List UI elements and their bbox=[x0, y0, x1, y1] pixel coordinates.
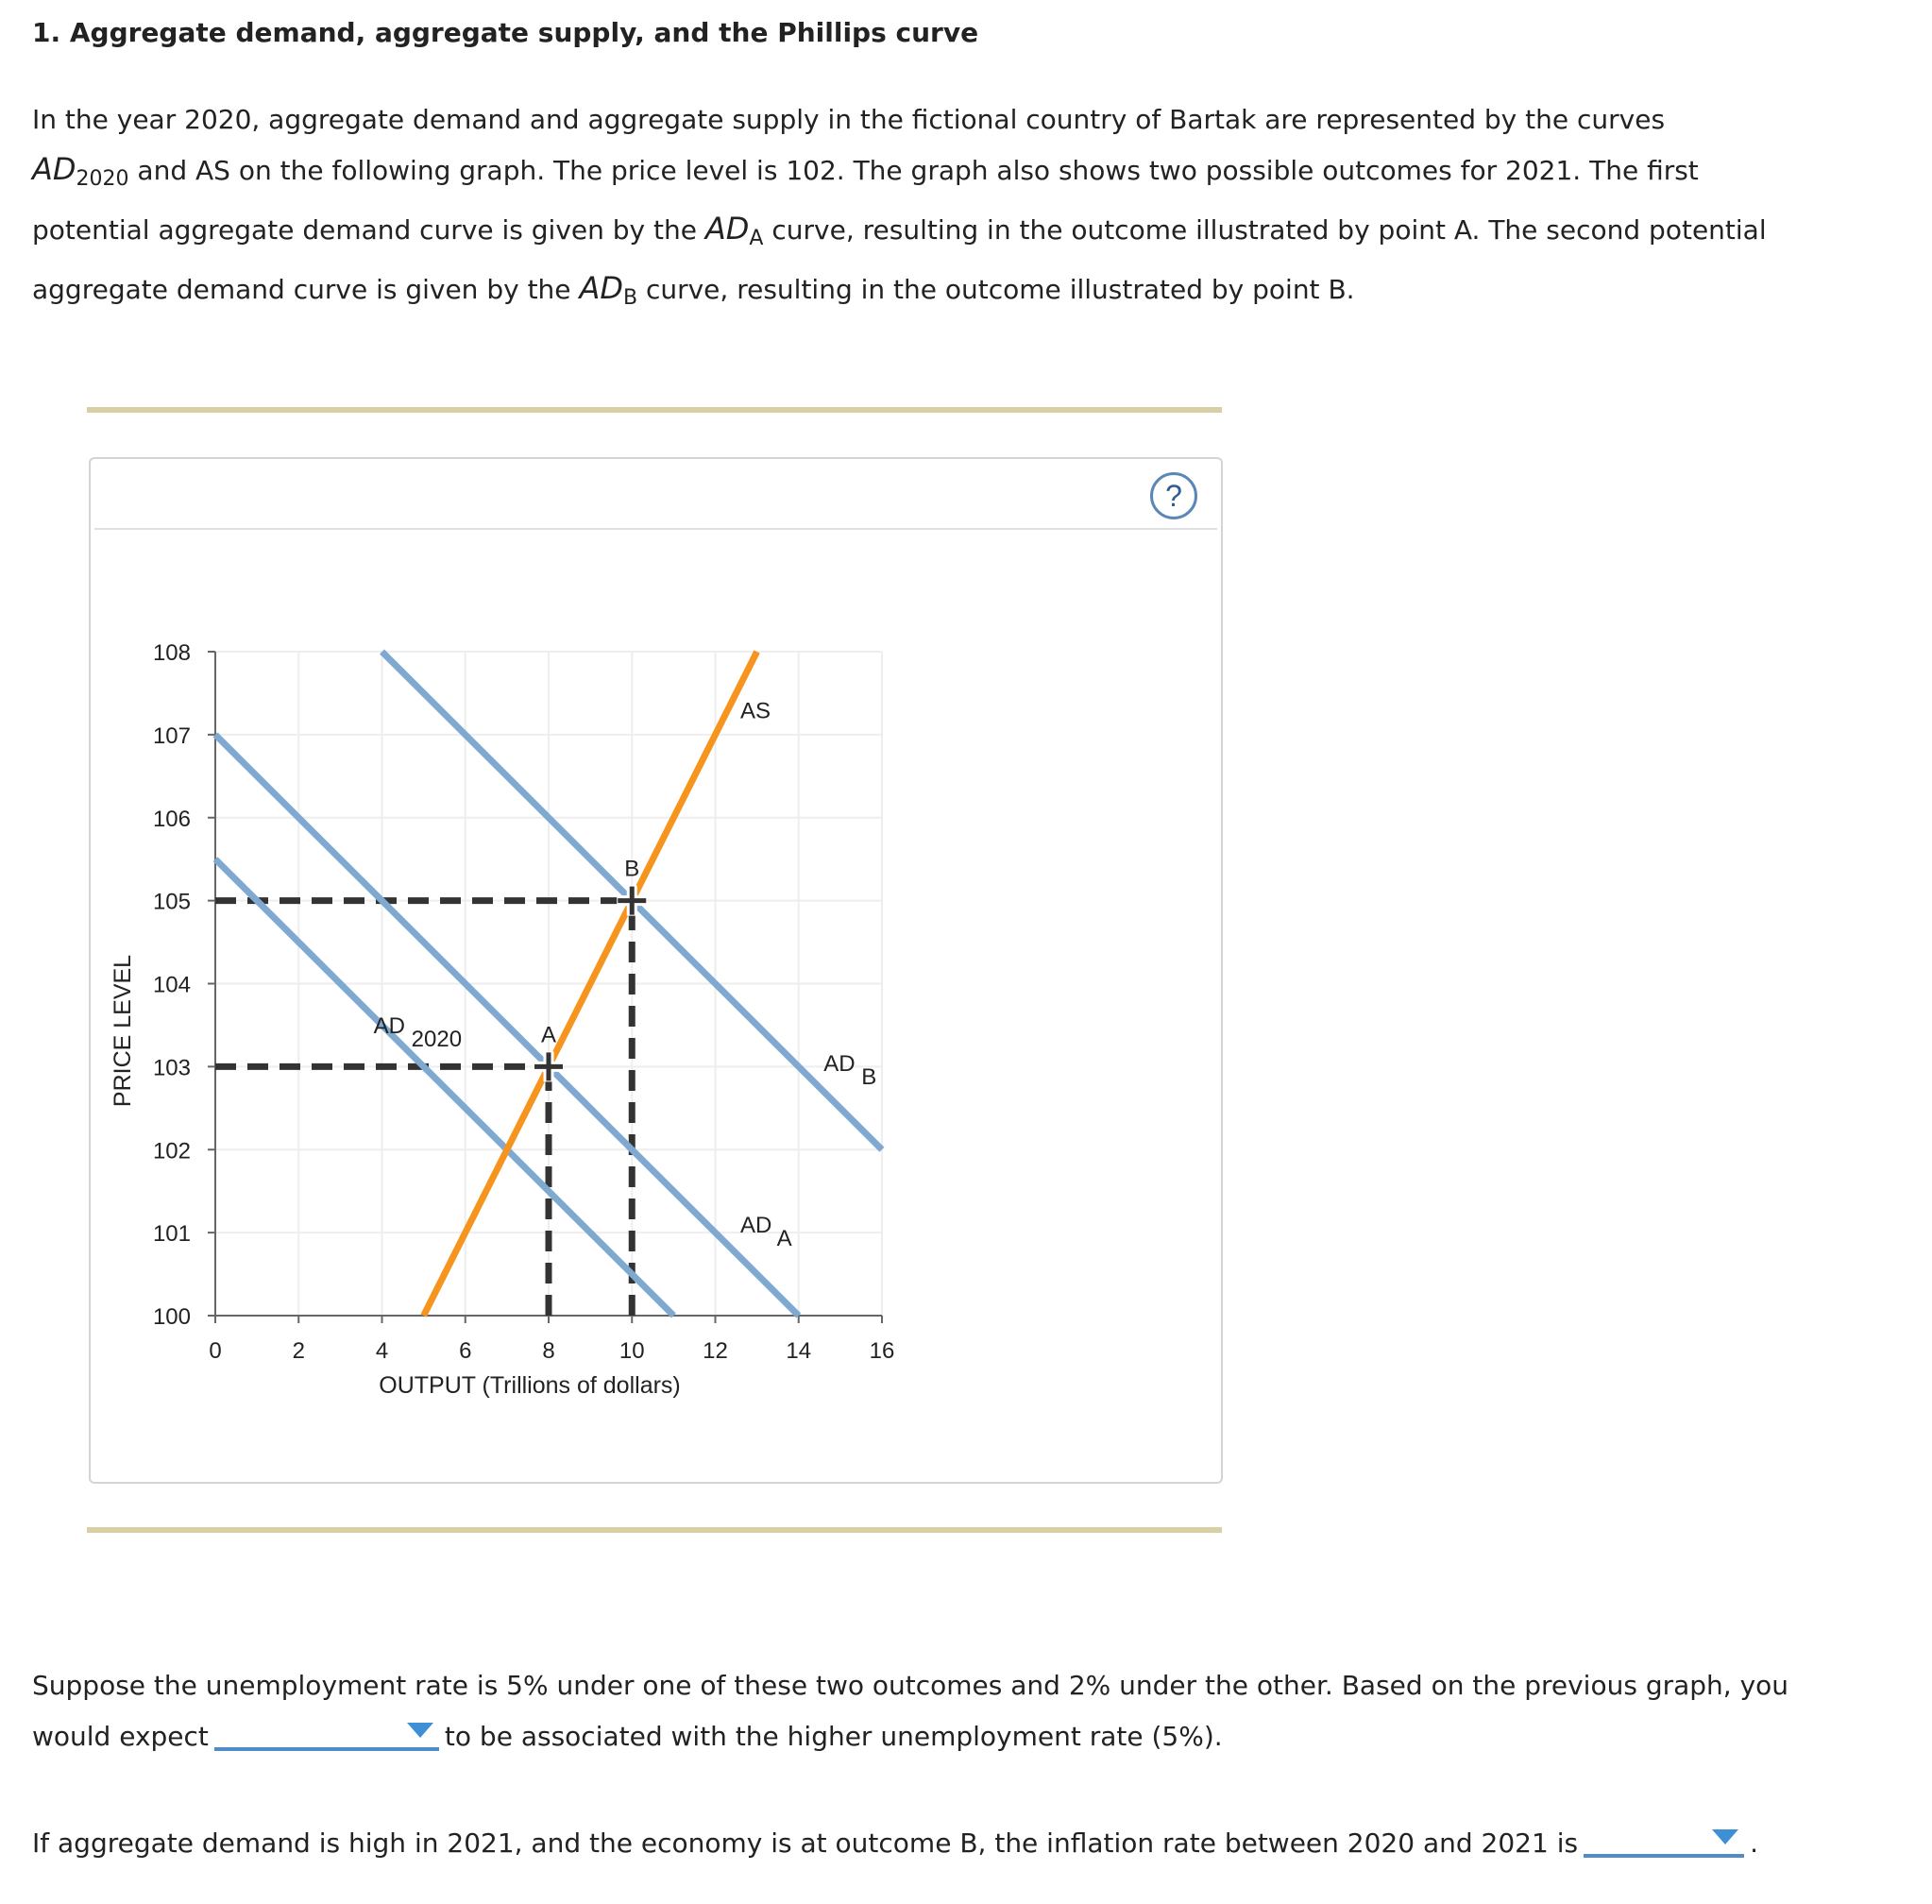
y-tick-label: 105 bbox=[152, 889, 191, 915]
question-1-line-1: Suppose the unemployment rate is 5% under one of these two outcomes and 2% under the other. Based on the previous graph, you bbox=[32, 1670, 1789, 1701]
dropdown-arrow-icon bbox=[1712, 1829, 1738, 1844]
dropdown-arrow-icon bbox=[407, 1723, 433, 1738]
point-label-a: A bbox=[540, 1022, 557, 1048]
y-tick-label: 102 bbox=[152, 1138, 191, 1164]
y-tick-label: 104 bbox=[152, 972, 191, 998]
y-tick-label: 103 bbox=[152, 1055, 191, 1081]
curve-label-text: AD bbox=[739, 1213, 772, 1239]
question-text: If aggregate demand is high in 2021, and the economy is at outcome B, the inflation rate between 2020 and 2021 is bbox=[32, 1828, 1579, 1859]
ad-subscript: A bbox=[749, 227, 764, 250]
y-tick-label: 106 bbox=[152, 806, 191, 832]
x-tick-label: 16 bbox=[869, 1338, 895, 1364]
x-tick-label: 0 bbox=[209, 1338, 222, 1364]
y-tick-label: 100 bbox=[152, 1304, 191, 1330]
bottom-divider bbox=[87, 1527, 1222, 1533]
inflation-dropdown[interactable] bbox=[1584, 1826, 1744, 1858]
curve-ada bbox=[215, 735, 799, 1316]
x-tick-label: 8 bbox=[542, 1338, 555, 1364]
curve-label-subscript: B bbox=[855, 1063, 877, 1090]
question-text: to be associated with the higher unemployment rate (5%). bbox=[444, 1721, 1223, 1752]
curve-label-subscript: 2020 bbox=[405, 1027, 463, 1053]
ad-subscript: B bbox=[622, 286, 638, 310]
y-tick-label: 108 bbox=[152, 640, 191, 666]
curve-label-subscript: A bbox=[771, 1226, 792, 1252]
curve-label-text: AD bbox=[823, 1050, 856, 1077]
intro-text: curve, resulting in the outcome illustrated by point A. The second potential bbox=[763, 214, 1767, 246]
question-title: 1. Aggregate demand, aggregate supply, and the Phillips curve bbox=[32, 17, 979, 48]
outcome-dropdown[interactable] bbox=[214, 1719, 439, 1751]
x-tick-label: 12 bbox=[703, 1338, 728, 1364]
help-icon[interactable]: ? bbox=[1150, 472, 1197, 519]
y-axis-label: PRICE LEVEL bbox=[110, 954, 136, 1108]
x-tick-label: 2 bbox=[292, 1338, 305, 1364]
intro-text: aggregate demand curve is given by the bbox=[32, 274, 580, 305]
intro-text: In the year 2020, aggregate demand and aggregate supply in the fictional country of Bartak are represented by the curves bbox=[32, 104, 1666, 135]
question-1-line-2 bbox=[32, 1719, 1223, 1752]
curve-label-text: AS bbox=[739, 698, 771, 724]
ad-symbol: AD bbox=[704, 211, 750, 246]
intro-text: and AS on the following graph. The price level is 102. The graph also shows two possible outcomes for 2021. The first bbox=[128, 155, 1699, 186]
x-tick-label: 14 bbox=[786, 1338, 812, 1364]
curve-label-adb bbox=[823, 1051, 876, 1090]
curve-label-ad2020 bbox=[374, 1013, 462, 1052]
ad-symbol: AD bbox=[579, 270, 623, 306]
intro-text: potential aggregate demand curve is given by the bbox=[32, 214, 705, 246]
question-text: . bbox=[1750, 1828, 1758, 1859]
ad-symbol: AD bbox=[32, 151, 76, 187]
ad-subscript: 2020 bbox=[76, 167, 129, 191]
y-tick-label: 107 bbox=[152, 722, 191, 749]
x-axis-label: OUTPUT (Trillions of dollars) bbox=[379, 1372, 681, 1399]
y-tick-label: 101 bbox=[152, 1221, 191, 1248]
question-2 bbox=[32, 1826, 1758, 1859]
x-tick-label: 4 bbox=[375, 1338, 389, 1364]
x-tick-label: 6 bbox=[459, 1338, 472, 1364]
curve-label-ada bbox=[740, 1213, 792, 1251]
curve-label-text: AD bbox=[373, 1013, 406, 1040]
curve-label-as bbox=[740, 698, 771, 723]
question-text: would expect bbox=[32, 1721, 209, 1752]
curve-ad2020 bbox=[215, 856, 673, 1316]
point-label-b: B bbox=[624, 856, 640, 882]
x-tick-label: 10 bbox=[619, 1338, 645, 1364]
intro-text: curve, resulting in the outcome illustrated by point B. bbox=[637, 274, 1355, 305]
